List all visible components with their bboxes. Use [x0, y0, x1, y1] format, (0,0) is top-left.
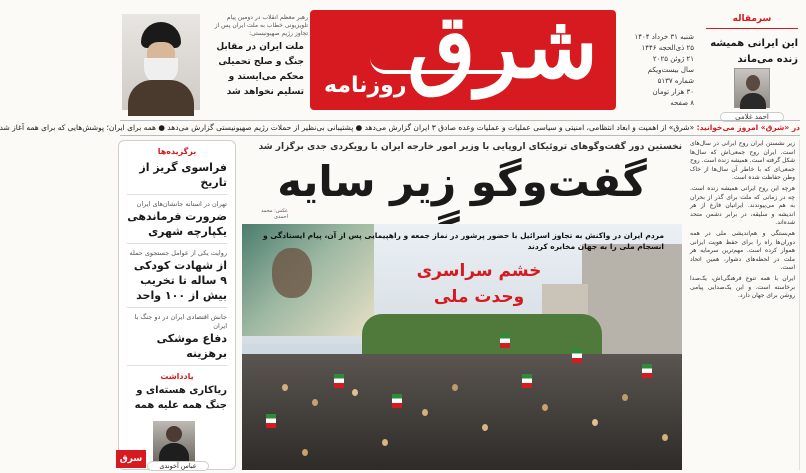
crowd-dot — [422, 409, 428, 416]
date-line: سال بیست‌ویکم — [647, 66, 694, 74]
photo-crowd — [242, 354, 682, 470]
flag-icon — [500, 334, 510, 348]
editorial-author-photo — [734, 68, 770, 108]
logo-subtitle: روزنامه — [324, 73, 407, 98]
flag-icon — [572, 349, 582, 363]
sidebar-item-title[interactable]: از شهادت کودکی ۹ ساله تا تخریب بیش از ۱۰۰ واحد — [133, 259, 227, 302]
main-subhead: نخستین دور گفت‌وگوهای تروئیکای اروپایی با وزیر امور خارجه ایران با رویکردی جدی برگزار شد — [258, 142, 682, 152]
editorial-label: سرمقاله — [732, 14, 772, 24]
note-author-photo — [153, 421, 195, 461]
sidebar-item-title[interactable]: فراسوی گریز از تاریخ — [139, 161, 227, 189]
sidebar-item-kicker: تهران در استانه جانشان‌های ایران — [136, 200, 227, 208]
body-paragraph: هم‌بستگی و هم‌اندیشی ملی در همه دوران‌ها راه را برای حفظ هویت ایرانی هموار کرده است. مهم‌ترین سرمایه هر ملت در لحظه‌های دشوار، همین اتحاد است. — [690, 229, 795, 272]
divider — [127, 243, 227, 244]
sidebar-item-kicker: روایت یکی از عوامل جستجوی حمله — [129, 249, 227, 257]
note-author: عباس آخوندی — [147, 461, 209, 471]
person-head-icon — [746, 75, 760, 91]
date-line: ۲۱ ژوئن ۲۰۲۵ — [652, 55, 694, 63]
crowd-dot — [302, 449, 308, 456]
body-paragraph: هرچه این روح ایرانی همیشه زنده است. چه در زمانی که ملت برای گذر از بحران به هم می‌پیوندند. ایرانیان فارغ از هر اندیشه و سلیقه، در برابر دشمن متحد شده‌اند. — [690, 184, 795, 227]
sidebar-label-note: یادداشت — [160, 372, 194, 381]
overlay-line: خشم سراسری — [416, 261, 542, 281]
logo-title: شرق — [407, 0, 598, 98]
robe-shape — [128, 80, 194, 116]
editorial-author: احمد غلامی — [720, 112, 784, 122]
body-paragraph: زیر نشستن ایران روح ایرانی در سال‌های است. ایران روح جمعی‌اش که سال‌ها شکل گرفته است. همیشه زنده است. روح جمعی‌ای که با خاطر آن سال‌ها از خاک وطن حفاظت شده است. — [690, 140, 795, 182]
person-head-icon — [166, 426, 182, 442]
note-title[interactable]: ریاکاری هسته‌ای و جنگ همه علیه همه — [134, 385, 227, 411]
ticker-lead: در «شرق» امروز می‌خوانید: — [696, 123, 800, 132]
date-line: ۸ صفحه — [670, 99, 694, 107]
newspaper-logo[interactable] — [310, 0, 616, 110]
site-watermark: سرق — [116, 450, 146, 468]
photo-trees — [362, 314, 602, 354]
sidebar-item-title[interactable]: دفاع موشکی برهزینه — [156, 332, 227, 360]
main-headline[interactable]: گفت‌وگو زیر سایه — [277, 157, 647, 206]
date-line: شنبه ۳۱ خرداد ۱۴۰۴ — [634, 33, 694, 41]
leader-quote[interactable]: ملت ایران در مقابل جنگ و صلح تحمیلی محکم می‌ایستد و تسلیم نخواهد شد — [216, 42, 304, 97]
leader-intro: رهبر معظم انقلاب در دومین پیام تلویزیونی خطاب به ملت ایران پس از تجاوز رژیم صهیونیستی: — [214, 14, 308, 37]
sidebar-item-title[interactable]: ضرورت فرماندهی یکپارچه شهری — [127, 210, 227, 238]
sidebar-highlights — [118, 140, 236, 470]
body-paragraph: ایران با همه تنوع فرهنگی‌اش، یک‌صدا برخاسته است. و این یک‌صدایی پیامی روشن برای جهان دارد. — [690, 274, 795, 300]
flag-icon — [392, 394, 402, 408]
sidebar-item-kicker: جانش اقتصادی ایران در دو جنگ با ایران — [134, 313, 227, 330]
editorial-rule — [706, 28, 798, 29]
person-body-icon — [159, 443, 189, 461]
person-body-icon — [740, 93, 766, 109]
crowd-dot — [542, 404, 548, 411]
flag-icon — [522, 374, 532, 388]
crowd-dot — [382, 439, 388, 446]
date-line: شماره ۵۱۳۷ — [657, 77, 694, 85]
divider — [127, 194, 227, 195]
photo-overlay-title[interactable] — [394, 258, 564, 310]
crowd-dot — [662, 434, 668, 441]
flag-icon — [642, 364, 652, 378]
crowd-dot — [282, 384, 288, 391]
crowd-dot — [622, 394, 628, 401]
photo-mural-face — [272, 248, 312, 298]
logo-swash — [370, 58, 560, 74]
issue-info — [622, 32, 694, 109]
crowd-dot — [452, 384, 458, 391]
divider — [127, 307, 227, 308]
crowd-dot — [352, 389, 358, 396]
flag-icon — [334, 374, 344, 388]
contents-ticker — [0, 120, 800, 136]
overlay-line: وحدت ملی — [433, 287, 525, 307]
divider — [127, 365, 227, 366]
flag-icon — [266, 414, 276, 428]
leader-photo — [122, 14, 200, 110]
ticker-text[interactable]: «شرق» از اهمیت و ابعاد انتظامی، امنیتی و سیاسی عملیات و عملیات وعده صادق ۳ ایران گزارش می‌دهد ● پشتیبانی بی‌نظیر از حملات رژیم صهیونیستی گزارش می‌دهد ● همه برای ایران؛ پوشش‌هایی که برای همه آغاز شد — [0, 123, 695, 132]
crowd-dot — [592, 419, 598, 426]
crowd-dot — [482, 424, 488, 431]
masthead — [114, 0, 806, 121]
crowd-dot — [312, 399, 318, 406]
date-line: ۲۵ ذی‌الحجه ۱۴۴۶ — [641, 44, 694, 52]
photo-caption: مردم ایران در واکنش به تجاوز اسرائیل با حضور پرشور در نماز جمعه و راهپیمایی پس از آن، پیام ایستادگی و انسجام ملی را به جهان مخابره کردند — [263, 231, 664, 251]
editorial-title[interactable]: این ایرانی همیشه زنده می‌ماند — [710, 38, 798, 65]
sidebar-label: برگزیده‌ها — [157, 147, 197, 156]
photo-credit: عکس: محمد احمدی — [261, 208, 288, 220]
editorial-body — [690, 140, 800, 470]
date-line: ۳۰ هزار تومان — [652, 88, 694, 96]
